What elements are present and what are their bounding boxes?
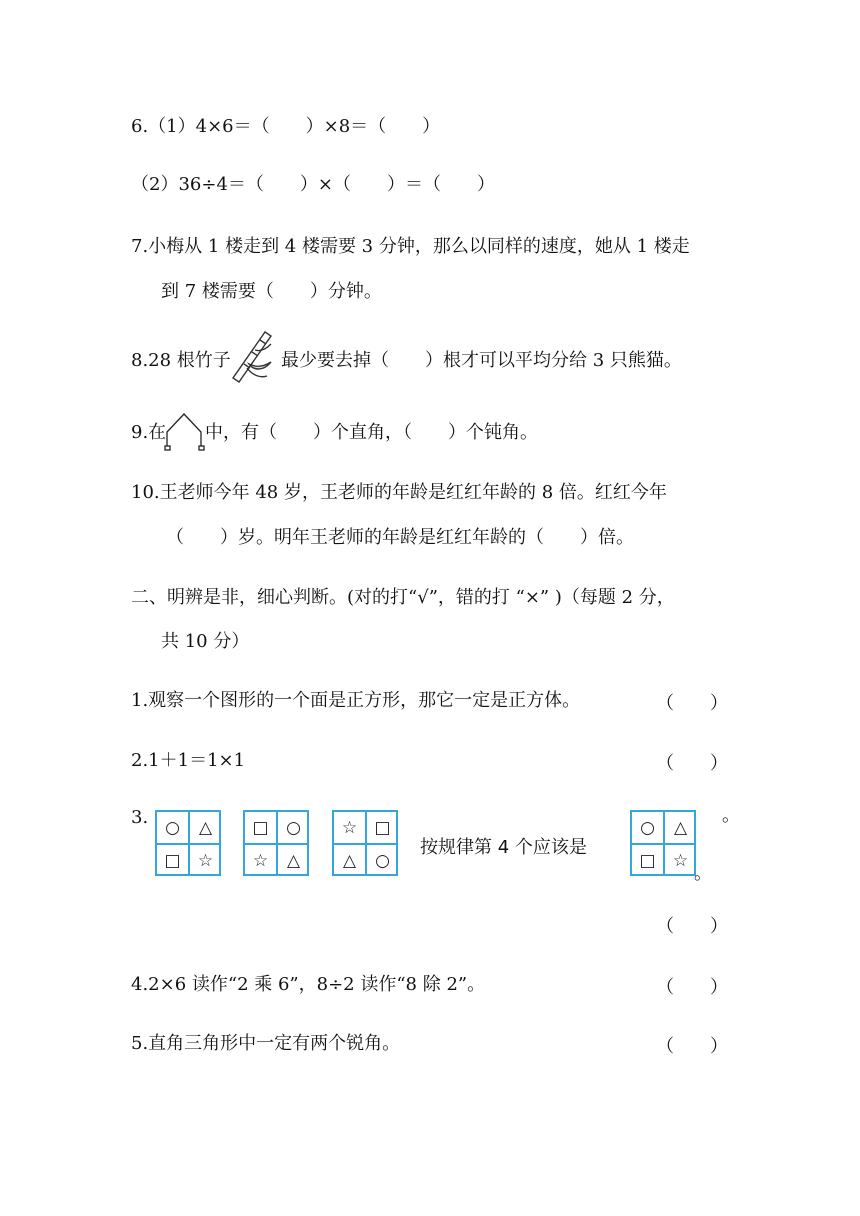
q9-prefix: 9.在 [131, 422, 167, 443]
judge1-text: 1.观察一个图形的一个面是正方形，那它一定是正方体。 [131, 690, 581, 711]
grid3-cell: ☆ [341, 817, 358, 838]
answer-grid-cell: ☆ [672, 850, 689, 871]
q9-suffix: 中，有（ ）个直角，（ ）个钝角。 [205, 422, 538, 443]
grid2-cell: ☆ [252, 850, 269, 871]
grid3-cell: □ [374, 817, 391, 838]
grid2-cell: ○ [286, 817, 301, 838]
judge3-answer-paren: （ ） [656, 916, 728, 937]
q6-line2: （2）36÷4＝（ ）×（ ）＝（ ） [131, 174, 495, 195]
judge3-end-mark-top: 。 [722, 805, 740, 826]
section2-line1: 二、明辨是非，细心判断。(对的打“√”，错的打 “×” )（每题 2 分， [131, 587, 675, 608]
answer-grid [630, 810, 696, 876]
pattern-grid-1 [155, 810, 221, 876]
judge2-answer-paren: （ ） [656, 753, 728, 774]
q10-line2: （ ）岁。明年王老师的年龄是红红年龄的（ ）倍。 [166, 527, 634, 548]
grid2-cell: □ [252, 817, 269, 838]
grid3-cell: △ [342, 850, 357, 871]
judge1-answer-paren: （ ） [656, 693, 728, 714]
judge4-text: 4.2×6 读作“2 乘 6”，8÷2 读作“8 除 2”。 [131, 974, 486, 995]
judge5-text: 5.直角三角形中一定有两个锐角。 [131, 1033, 401, 1054]
judge5-answer-paren: （ ） [656, 1036, 728, 1057]
grid3-cell: ○ [375, 850, 390, 871]
house-shape-icon [163, 410, 205, 454]
answer-grid-cell: □ [639, 850, 656, 871]
q10-line1: 10.王老师今年 48 岁，王老师的年龄是红红年龄的 8 倍。红红今年 [131, 482, 667, 503]
judge2-text: 2.1＋1＝1×1 [131, 750, 246, 771]
q6-line1: 6.（1）4×6＝（ ）×8＝（ ） [131, 116, 441, 137]
answer-grid-cell: ○ [640, 817, 655, 838]
pattern-grid-3 [332, 810, 398, 876]
grid1-cell: △ [198, 817, 213, 838]
q8-suffix: 最少要去掉（ ）根才可以平均分给 3 只熊猫。 [281, 350, 682, 371]
q8-prefix: 8.28 根竹子 [131, 350, 231, 371]
grid2-cell: △ [286, 850, 301, 871]
q7-line1: 7.小梅从 1 楼走到 4 楼需要 3 分钟，那么以同样的速度，她从 1 楼走 [131, 236, 690, 257]
grid1-cell: ○ [165, 817, 180, 838]
judge3-end-mark-bottom: 。 [694, 863, 712, 884]
pattern-label: 按规律第 4 个应该是 [420, 837, 587, 858]
answer-grid-cell: △ [673, 817, 688, 838]
grid1-cell: ☆ [197, 850, 214, 871]
section2-line2: 共 10 分） [161, 631, 250, 652]
q7-line2: 到 7 楼需要（ ）分钟。 [161, 281, 382, 302]
bamboo-icon [227, 328, 277, 386]
pattern-grid-2 [243, 810, 309, 876]
grid1-cell: □ [164, 850, 181, 871]
judge3-number: 3. [131, 807, 149, 828]
judge4-answer-paren: （ ） [656, 977, 728, 998]
